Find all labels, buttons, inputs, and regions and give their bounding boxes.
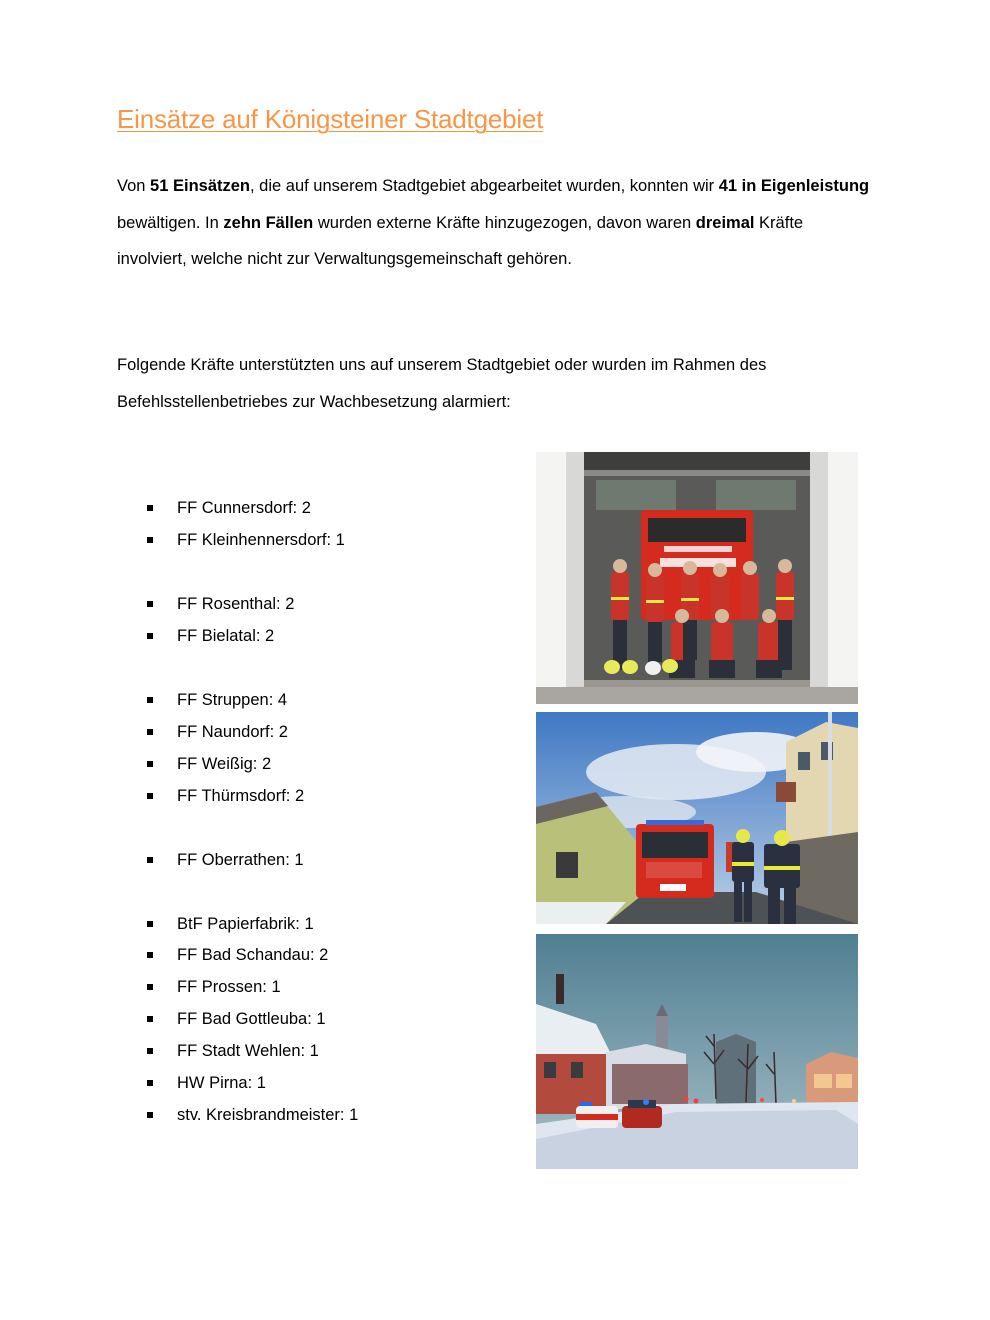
bullet-icon — [147, 1048, 153, 1054]
bullet-icon — [147, 601, 153, 607]
support-paragraph: Folgende Kräfte unterstützten uns auf unserem Stadtgebiet oder wurden im Rahmen des Befehlsstellenbetriebes zur Wachbesetzung alarmiert: — [117, 356, 767, 411]
bullet-icon — [147, 761, 153, 767]
bullet-icon — [147, 633, 153, 639]
bullet-icon — [147, 1112, 153, 1118]
bullet-icon — [147, 729, 153, 735]
snowy-street-photo — [536, 934, 858, 1169]
bullet-icon — [147, 857, 153, 863]
bullet-icon — [147, 697, 153, 703]
bullet-icon — [147, 793, 153, 799]
street-vehicle-photo — [536, 712, 858, 924]
bullet-icon — [147, 984, 153, 990]
bullet-icon — [147, 1080, 153, 1086]
bullet-icon — [147, 921, 153, 927]
bullet-icon — [147, 952, 153, 958]
intro-paragraph: Von 51 Einsätzen, die auf unserem Stadtgebiet abgearbeitet wurden, konnten wir 41 in Eigenleistung bewältigen. In zehn Fällen wurden externe Kräfte hinzugezogen, davon waren dreimal Kräfte involviert, welche nicht zur Verwaltungsgemeinschaft gehören. — [117, 177, 870, 268]
bullet-icon — [147, 505, 153, 511]
bullet-icon — [147, 1016, 153, 1022]
fire-station-group-photo — [536, 452, 858, 704]
bullet-icon — [147, 537, 153, 543]
page-title: Einsätze auf Königsteiner Stadtgebiet — [117, 104, 544, 134]
